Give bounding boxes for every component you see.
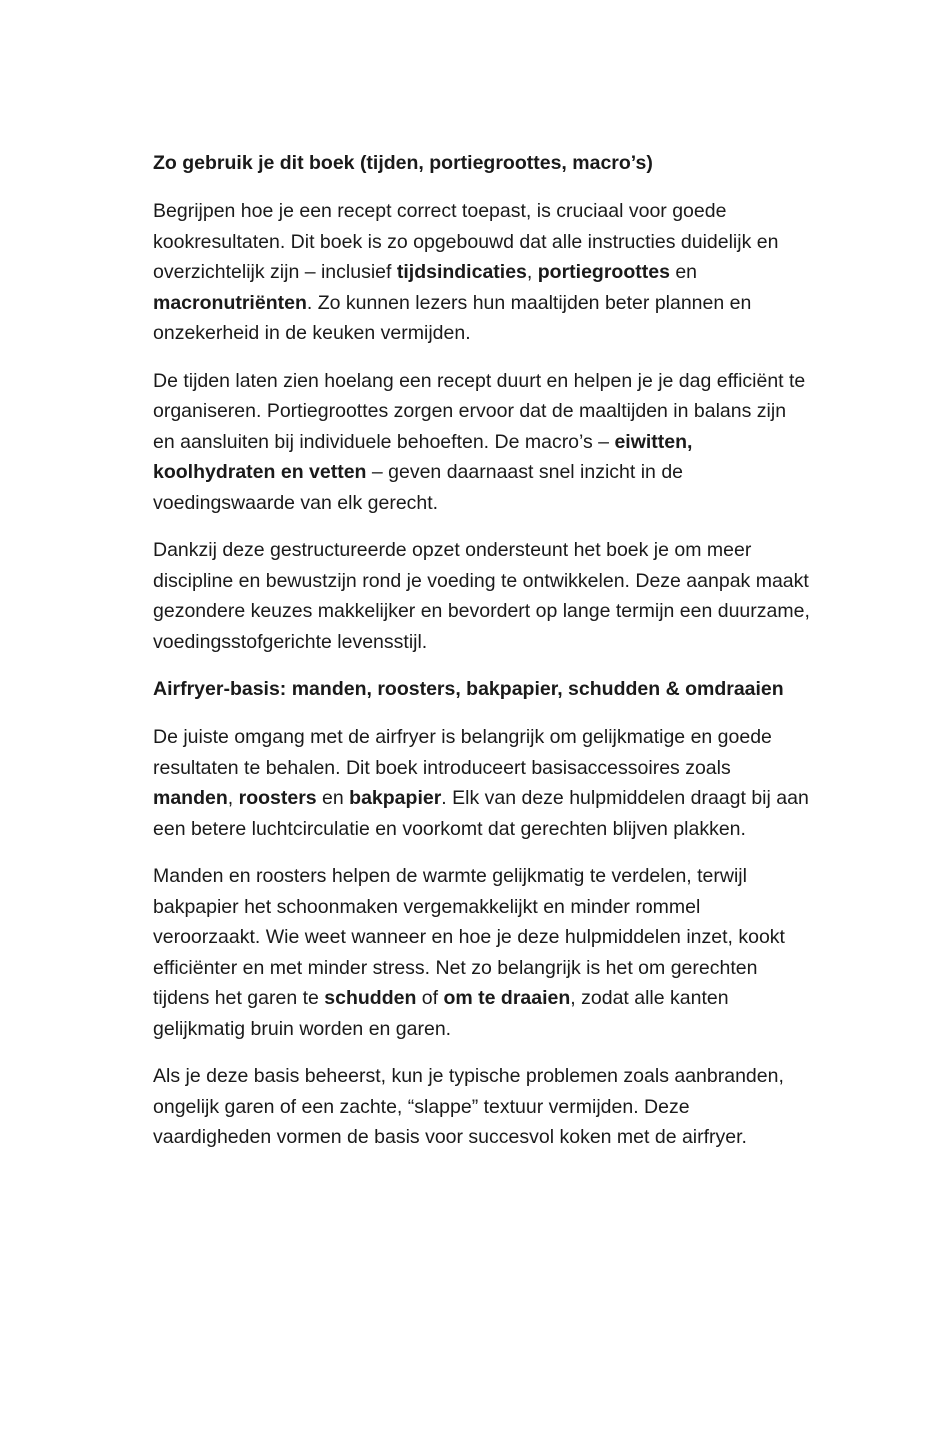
paragraph-airfryer-accessories <box>153 722 813 844</box>
emphasis-text: schudden <box>324 987 417 1009</box>
section-heading-usage: Zo gebruik je dit boek (tijden, portiegroottes, macro’s) <box>153 152 653 174</box>
paragraph-usage-times <box>153 366 813 519</box>
paragraph-text: De tijden laten zien hoelang een recept duurt en helpen je je dag efficiënt te organiseren. Portiegroottes zorgen ervoor dat de maaltijden in balans zijn en aansluiten bij individuele behoeften. De macro’s – <box>153 369 806 453</box>
emphasis-text: bakpapier <box>349 787 442 809</box>
paragraph-text: De juiste omgang met de airfryer is belangrijk om gelijkmatige en goede resultaten te behalen. Dit boek introduceert basisaccessoires zoals <box>153 726 772 779</box>
emphasis-text: om te draaien <box>443 987 571 1009</box>
paragraph-text: Manden en roosters helpen de warmte gelijkmatig te verdelen, terwijl bakpapier het schoonmaken vergemakkelijkt en minder rommel veroorzaakt. Wie weet wanneer en hoe je deze hulpmiddelen inzet, kookt efficiënter en met minder stress. Net zo belangrijk is het om gerechten tijdens het garen te <box>153 865 785 1009</box>
paragraph-usage-intro <box>153 196 813 349</box>
paragraph-airfryer-mastery <box>153 1061 813 1153</box>
paragraph-airfryer-shaking <box>153 861 813 1044</box>
paragraph-text: , zodat alle kanten gelijkmatig bruin worden en garen. <box>153 987 729 1040</box>
paragraph-usage-structure <box>153 535 813 657</box>
paragraph-text: , <box>526 261 538 283</box>
emphasis-text: eiwitten, koolhydraten en vetten <box>153 430 693 483</box>
paragraph-text: . Zo kunnen lezers hun maaltijden beter plannen en onzekerheid in de keuken vermijden. <box>153 291 752 344</box>
emphasis-text: roosters <box>238 787 317 809</box>
paragraph-text: , <box>227 787 239 809</box>
page-content <box>153 148 813 1170</box>
paragraph-text: en <box>669 261 698 283</box>
paragraph-text: of <box>416 987 444 1009</box>
emphasis-text: portiegroottes <box>537 261 670 283</box>
paragraph-text: . Elk van deze hulpmiddelen draagt bij aan een betere luchtcirculatie en voorkomt dat gerechten blijven plakken. <box>153 787 809 840</box>
emphasis-text: macronutriënten <box>153 291 307 314</box>
paragraph-text: Als je deze basis beheerst, kun je typische problemen zoals aanbranden, ongelijk garen of een zachte, “slappe” textuur vermijden. Deze vaardigheden vormen de basis voor succesvol koken met de airfryer. <box>153 1065 784 1148</box>
section-heading-airfryer-basics: Airfryer-basis: manden, roosters, bakpapier, schudden & omdraaien <box>153 678 784 700</box>
emphasis-text: tijdsindicaties <box>396 261 527 283</box>
emphasis-text: manden <box>153 787 228 809</box>
paragraph-text: Dankzij deze gestructureerde opzet ondersteunt het boek je om meer discipline en bewustzijn rond je voeding te ontwikkelen. Deze aanpak maakt gezondere keuzes makkelijker en bevordert op lange termijn een duurzame, voedingsstofgerichte levensstijl. <box>153 539 810 653</box>
paragraph-text: – geven daarnaast snel inzicht in de voedingswaarde van elk gerecht. <box>153 461 684 514</box>
paragraph-text: en <box>316 787 350 809</box>
paragraph-text: Begrijpen hoe je een recept correct toepast, is cruciaal voor goede kookresultaten. Dit boek is zo opgebouwd dat alle instructies duidelijk en overzichtelijk zijn – inclusief <box>153 200 779 283</box>
